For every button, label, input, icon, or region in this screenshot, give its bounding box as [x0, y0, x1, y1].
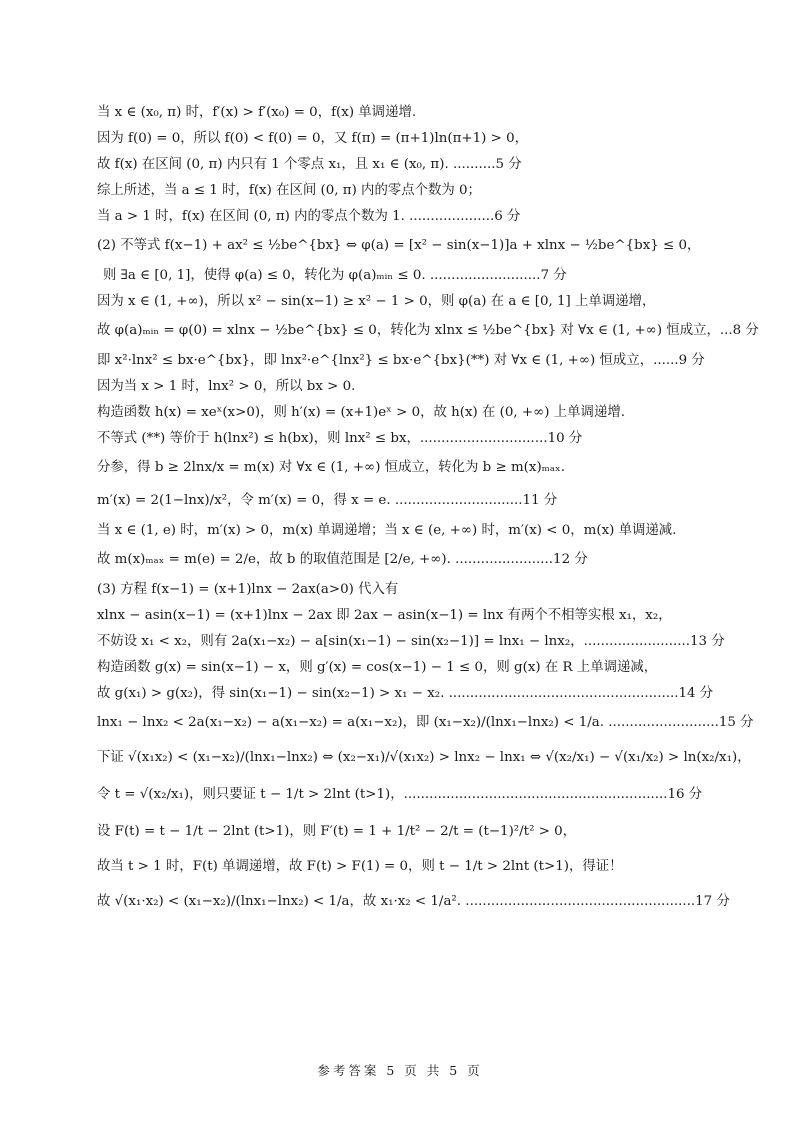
solution-line: (3) 方程 f(x−1) = (x+1)lnx − 2ax(a>0) 代入有	[97, 582, 399, 597]
solution-line: xlnx − asin(x−1) = (x+1)lnx − 2ax 即 2ax − asin(x−1) = lnx 有两个不相等实根 x₁，x₂，	[97, 608, 672, 623]
solution-line: 因为当 x > 1 时，lnx² > 0，所以 bx > 0.	[97, 379, 356, 394]
solution-line: 故 √(x₁·x₂) < (x₁−x₂)/(lnx₁−lnx₂) < 1/a，故 x₁·x₂ < 1/a². ......................................................17 分	[97, 894, 730, 909]
solution-line: m′(x) = 2(1−lnx)/x²，令 m′(x) = 0，得 x = e. ..............................11 分	[97, 493, 558, 508]
solution-line: 故当 t > 1 时，F(t) 单调递增，故 F(t) > F(1) = 0，则 t − 1/t > 2lnt (t>1)，得证！	[97, 859, 623, 874]
solution-body	[97, 103, 759, 924]
solution-line: (2) 不等式 f(x−1) + ax² ≤ ½be^{bx} ⇔ φ(a) = [x² − sin(x−1)]a + xlnx − ½be^{bx} ≤ 0，	[97, 238, 701, 253]
solution-line: 令 t = √(x₂/x₁)，则只要证 t − 1/t > 2lnt (t>1)，..............................................................16 分	[97, 787, 703, 802]
solution-line: 即 x²·lnx² ≤ bx·e^{bx}，即 lnx²·e^{lnx²} ≤ bx·e^{bx}(**) 对 ∀x ∈ (1, +∞) 恒成立，......9 分	[97, 353, 705, 368]
page-footer: 参考答案 5 页 共 5 页	[317, 1063, 483, 1078]
solution-line: 综上所述，当 a ≤ 1 时，f(x) 在区间 (0, π) 内的零点个数为 0；	[97, 183, 481, 198]
solution-line: 不妨设 x₁ < x₂，则有 2a(x₁−x₂) − a[sin(x₁−1) − sin(x₂−1)] = lnx₁ − lnx₂，.........................13 分	[97, 634, 725, 649]
solution-line: 则 ∃a ∈ [0, 1]，使得 φ(a) ≤ 0，转化为 φ(a)ₘᵢₙ ≤ 0. ..........................7 分	[103, 268, 567, 283]
solution-line: 分参，得 b ≥ 2lnx/x = m(x) 对 ∀x ∈ (1, +∞) 恒成立，转化为 b ≥ m(x)ₘₐₓ.	[97, 460, 565, 475]
solution-line: 因为 f(0) = 0，所以 f(0) < f(0) = 0，又 f(π) = (π+1)ln(π+1) > 0，	[97, 131, 528, 146]
solution-line: 当 x ∈ (x₀, π) 时，f′(x) > f′(x₀) = 0，f(x) 单调递增.	[97, 105, 417, 120]
solution-line: 当 a > 1 时，f(x) 在区间 (0, π) 内的零点个数为 1. ....................6 分	[97, 209, 521, 224]
solution-line: 构造函数 h(x) = xeˣ(x>0)，则 h′(x) = (x+1)eˣ > 0，故 h(x) 在 (0, +∞) 上单调递增.	[97, 405, 625, 420]
solution-line: 当 x ∈ (1, e) 时，m′(x) > 0，m(x) 单调递增；当 x ∈ (e, +∞) 时，m′(x) < 0，m(x) 单调递减.	[97, 523, 677, 538]
solution-line: 因为 x ∈ (1, +∞)，所以 x² − sin(x−1) ≥ x² − 1 > 0，则 φ(a) 在 a ∈ [0, 1] 上单调递增，	[97, 294, 656, 309]
solution-line: 故 g(x₁) > g(x₂)，得 sin(x₁−1) − sin(x₂−1) > x₁ − x₂. ......................................................14 分	[97, 686, 714, 701]
solution-line: lnx₁ − lnx₂ < 2a(x₁−x₂) − a(x₁−x₂) = a(x₁−x₂)，即 (x₁−x₂)/(lnx₁−lnx₂) < 1/a. ..........................15 分	[97, 715, 754, 730]
solution-line: 故 m(x)ₘₐₓ = m(e) = 2/e，故 b 的取值范围是 [2/e, +∞). .......................12 分	[97, 552, 588, 567]
solution-line: 故 f(x) 在区间 (0, π) 内只有 1 个零点 x₁，且 x₁ ∈ (x₀, π). ..........5 分	[97, 157, 522, 172]
solution-line: 故 φ(a)ₘᵢₙ = φ(0) = xlnx − ½be^{bx} ≤ 0，转化为 xlnx ≤ ½be^{bx} 对 ∀x ∈ (1, +∞) 恒成立，...8 分	[97, 323, 759, 338]
solution-line: 不等式 (**) 等价于 h(lnx²) ≤ h(bx)，则 lnx² ≤ bx，..............................10 分	[97, 431, 583, 446]
solution-line: 下证 √(x₁x₂) < (x₁−x₂)/(lnx₁−lnx₂) ⇔ (x₂−x₁)/√(x₁x₂) > lnx₂ − lnx₁ ⇔ √(x₂/x₁) − √(x₁/x₂) > ln(x₂/x₁)，	[97, 750, 751, 765]
solution-line: 设 F(t) = t − 1/t − 2lnt (t>1)，则 F′(t) = 1 + 1/t² − 2/t = (t−1)²/t² > 0，	[97, 824, 577, 839]
solution-line: 构造函数 g(x) = sin(x−1) − x，则 g′(x) = cos(x−1) − 1 ≤ 0，则 g(x) 在 R 上单调递减，	[97, 660, 658, 675]
